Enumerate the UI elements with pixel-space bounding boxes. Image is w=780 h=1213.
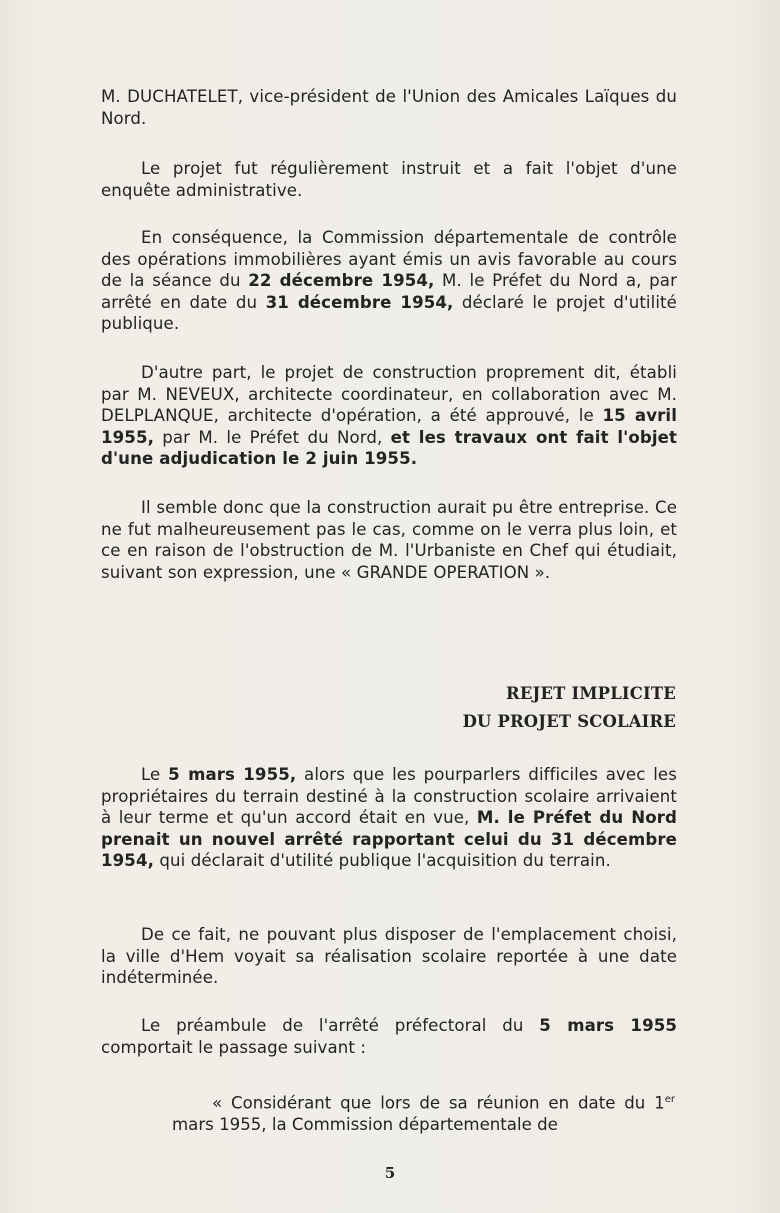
bold-date: 22 décembre 1954, [248,271,435,290]
quote-text: « Considérant que lors de sa réunion en date du 1 [212,1093,665,1113]
section-heading [463,680,676,736]
quoted-passage [172,1089,675,1136]
heading-line-1: REJET IMPLICITE [506,684,676,703]
page-number: 5 [384,1164,396,1182]
paragraph-text: Le projet fut régulièrement instruit et a fait l'objet d'une enquête administrative. [101,159,677,200]
paragraph-5-mars [101,764,677,872]
paragraph-text: M. DUCHATELET, vice-président de l'Union des Amicales Laïques du Nord. [101,87,677,128]
paragraph-consequence [101,227,677,335]
bold-date: 31 décembre 1954, [265,292,454,312]
ordinal-suffix: er [664,1094,675,1105]
text-run: par M. le Préfet du Nord, [154,427,391,447]
text-run: M. le Préfet du Nord a, par arrêté en date du [101,271,677,312]
text-run: comportait le passage suivant : [101,1037,367,1057]
bold-emphasis: M. le Préfet du Nord prenait un nouvel arrêté rapportant celui du 31 décembre 1954, [101,808,677,870]
text-run: En conséquence, la Commission départementale de contrôle des opérations immobilières ayant émis un avis favorable au cours de la séance du [101,228,677,290]
text-run: alors que les pourparlers difficiles avec les propriétaires du terrain destiné à la construction scolaire arrivaient à leur terme et qu'un accord était en vue, [101,765,677,827]
paragraph-de-ce-fait [101,924,677,989]
text-run: Le [141,765,169,784]
text-run: déclaré le projet d'utilité publique. [101,292,677,333]
paragraph-preambule [101,1015,677,1058]
paragraph-autre-part [101,362,677,470]
paragraph-text: De ce fait, ne pouvant plus disposer de l'emplacement choisi, la ville d'Hem voyait sa réalisation scolaire reportée à une date indéterminée. [101,925,677,987]
text-run: D'autre part, le projet de construction proprement dit, établi par M. NEVEUX, architecte coordinateur, en collaboration avec M. DELPLANQUE, architecte d'opération, a été approuvé, le [101,363,677,425]
heading-line-2: DU PROJET SCOLAIRE [462,712,676,731]
paragraph-duchatelet [101,86,677,129]
text-run: Le préambule de l'arrêté préfectoral du [141,1016,540,1035]
quote-text: mars 1955, la Commission départementale de [172,1115,558,1135]
paragraph-il-semble [101,497,677,583]
text-run: qui déclarait d'utilité publique l'acquisition du terrain. [154,851,611,870]
bold-emphasis: et les travaux ont fait l'objet d'une adjudication le 2 juin 1955. [101,427,677,468]
bold-date: 15 avril 1955, [101,406,677,447]
paragraph-text: Il semble donc que la construction aurait pu être entreprise. Ce ne fut malheureusement pas le cas, comme on le verra plus loin, et ce en raison de l'obstruction de M. l'Urbaniste en Chef qui étudiait, suivant son expression, une « GRANDE OPERATION ». [101,498,677,582]
bold-date: 5 mars 1955 [539,1016,678,1035]
bold-date: 5 mars 1955, [168,765,297,784]
paragraph-projet-instruit [101,158,677,201]
